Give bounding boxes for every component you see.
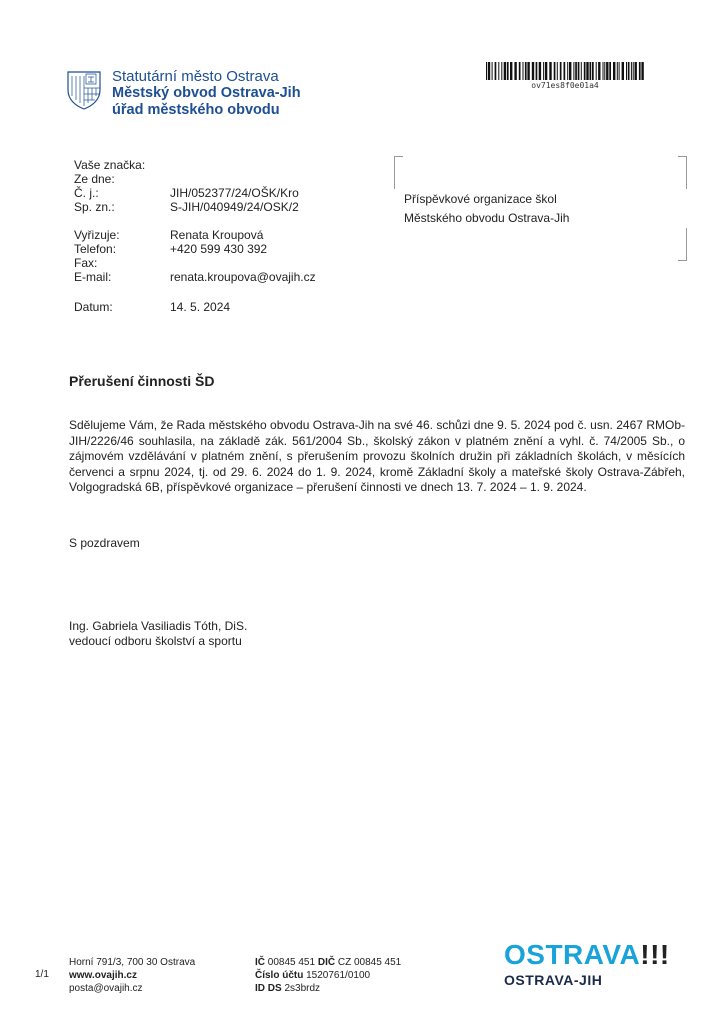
barcode-bar xyxy=(626,62,627,80)
barcode-bar xyxy=(557,62,558,80)
account-label: Číslo účtu xyxy=(255,970,304,981)
brand-main-text: OSTRAVA xyxy=(504,939,641,970)
barcode-bar xyxy=(549,62,551,80)
barcode-bar xyxy=(635,62,637,80)
brand-exclamation: !!! xyxy=(640,939,670,970)
meta-value: +420 599 430 392 xyxy=(170,242,268,256)
barcode-bar xyxy=(504,62,506,80)
meta-label: Telefon: xyxy=(74,242,117,256)
recipient-address xyxy=(404,190,569,228)
footer-web-link[interactable]: www.ovajih.cz xyxy=(69,970,137,981)
meta-value: Renata Kroupová xyxy=(170,228,264,242)
address-window-corner xyxy=(678,228,687,261)
barcode-bar xyxy=(527,62,529,80)
document-barcode xyxy=(486,62,644,80)
header-city: Statutární město Ostrava xyxy=(112,68,279,85)
ostrava-brand-logo xyxy=(504,940,670,988)
footer-email-link[interactable]: posta@ovajih.cz xyxy=(69,983,143,994)
header-district: Městský obvod Ostrava-Jih xyxy=(112,85,301,101)
account-value: 1520761/0100 xyxy=(306,970,371,981)
barcode-bar xyxy=(604,62,605,80)
barcode-bar xyxy=(596,62,597,80)
barcode-bar xyxy=(590,62,592,80)
barcode-bar xyxy=(609,62,611,80)
meta-label: Vaše značka: xyxy=(74,158,146,172)
address-window-corner xyxy=(678,156,687,189)
meta-value: 14. 5. 2024 xyxy=(170,300,231,314)
barcode-bar xyxy=(628,62,630,80)
barcode-bar xyxy=(584,62,586,80)
barcode-bar xyxy=(592,62,594,80)
brand-sub-text: OSTRAVA-JIH xyxy=(504,972,603,988)
header-office: úřad městského obvodu xyxy=(112,102,280,118)
meta-label: Datum: xyxy=(74,300,113,314)
barcode-bar xyxy=(501,62,502,80)
footer-contact xyxy=(69,956,195,995)
ico-label: IČ xyxy=(255,957,265,968)
barcode-bar xyxy=(622,62,624,80)
barcode-bar xyxy=(543,62,544,80)
coat-of-arms-icon xyxy=(66,70,102,110)
letter-subject: Přerušení činnosti ŠD xyxy=(69,373,215,389)
barcode-bar xyxy=(641,62,643,80)
barcode-bar xyxy=(495,62,497,80)
barcode-bar xyxy=(586,62,588,80)
barcode-bar xyxy=(539,62,541,80)
footer-address: Horní 791/3, 700 30 Ostrava xyxy=(69,957,196,968)
barcode-bar xyxy=(631,62,632,80)
barcode-bar xyxy=(536,62,538,80)
barcode-bar xyxy=(507,62,509,80)
ds-value: 2s3brdz xyxy=(284,983,321,994)
barcode-bar xyxy=(619,62,620,80)
barcode-bar xyxy=(578,62,580,80)
barcode-bar xyxy=(492,62,493,80)
meta-label: Sp. zn.: xyxy=(74,200,115,214)
barcode-bar xyxy=(525,62,527,80)
barcode-bar xyxy=(523,62,524,80)
ds-label: ID DS xyxy=(255,983,282,994)
barcode-bar xyxy=(581,62,582,80)
meta-value: renata.kroupova@ovajih.cz xyxy=(170,270,316,284)
barcode-bar xyxy=(569,62,571,80)
meta-value: S-JIH/040949/24/OSK/2 xyxy=(170,200,299,214)
barcode-bar xyxy=(639,62,641,80)
barcode-bar xyxy=(617,62,618,80)
barcode-bar xyxy=(560,62,562,80)
barcode-bar xyxy=(573,62,574,80)
barcode-bar xyxy=(486,62,487,80)
meta-label: E-mail: xyxy=(74,270,112,284)
barcode-bar xyxy=(633,62,634,80)
barcode-bar xyxy=(603,62,604,80)
office-header xyxy=(112,68,301,119)
signatory-role: vedoucí odboru školství a sportu xyxy=(69,634,242,648)
page-number: 1/1 xyxy=(35,969,49,980)
barcode-bar xyxy=(514,62,516,80)
barcode-bar xyxy=(575,62,577,80)
barcode-code: ov71es8f0e01a4 xyxy=(531,81,599,90)
barcode-bar xyxy=(564,62,566,80)
barcode-bar xyxy=(488,62,490,80)
barcode-bar xyxy=(613,62,615,80)
letter-body: Sdělujeme Vám, že Rada městského obvodu Ostrava-Jih na své 46. schůzi dne 9. 5. 2024 pod č. usn. 2467 RMOb-JIH/2226/46 souhlasila, na základě zák. 561/2004 Sb., školský zákon v platném znění a vyhl. č. 74/2005 Sb., o zájmovém vzdělávání v platném znění, s přerušením provozu školních družin při základních školách, v měsících červenci a srpnu 2024, tj. od 29. 6. 2024 do 1. 9. 2024, kromě Základní školy a mateřské školy Ostrava-Zábřeh, Volgogradská 6B, příspěvkové organizace – přerušení činnosti ve dnech 13. 7. 2024 – 1. 9. 2024. xyxy=(69,418,685,494)
barcode-bar xyxy=(606,62,608,80)
dic-label: DIČ xyxy=(317,957,336,968)
barcode-bar xyxy=(498,62,499,80)
barcode-bar xyxy=(519,62,521,80)
address-window-corner xyxy=(394,156,403,189)
meta-value: JIH/052377/24/OŠK/Kro xyxy=(170,186,299,200)
footer-registry xyxy=(255,956,401,995)
greeting: S pozdravem xyxy=(69,536,140,550)
signatory-name: Ing. Gabriela Vasiliadis Tóth, DiS. xyxy=(69,619,248,633)
barcode-bar xyxy=(545,62,547,80)
meta-label: Ze dne: xyxy=(74,172,115,186)
meta-label: Vyřizuje: xyxy=(74,228,120,242)
signature-block xyxy=(69,619,247,649)
dic-value: CZ 00845 451 xyxy=(337,957,402,968)
barcode-bar xyxy=(532,62,534,80)
meta-label: Č. j.: xyxy=(74,186,99,200)
meta-label: Fax: xyxy=(74,256,98,270)
barcode-bar xyxy=(567,62,568,80)
recipient-line: Příspěvkové organizace škol xyxy=(404,192,557,206)
ico-value: 00845 451 xyxy=(267,957,316,968)
barcode-bar xyxy=(554,62,556,80)
recipient-line: Městského obvodu Ostrava-Jih xyxy=(404,211,570,225)
barcode-bar xyxy=(510,62,512,80)
barcode-bar xyxy=(598,62,600,80)
